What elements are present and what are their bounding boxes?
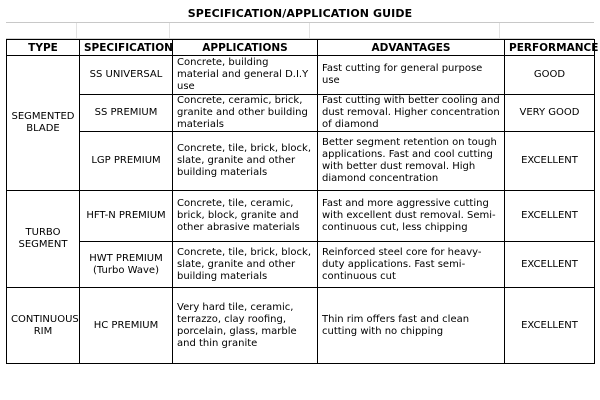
applications-cell: Concrete, building material and general D.I.Y use [173,56,318,95]
spec-guide-sheet [6,6,599,396]
table-row [7,191,595,242]
performance-cell: EXCELLENT [505,132,595,191]
spec-cell: HC PREMIUM [80,288,173,364]
table-row [7,242,595,288]
table-row [7,56,595,95]
spec-cell: SS PREMIUM [80,95,173,132]
spec-table [6,39,599,364]
header-advantages: ADVANTAGES [318,40,505,56]
performance-cell: EXCELLENT [505,288,595,364]
advantages-cell: Fast cutting for general purpose use [318,56,505,95]
type-turbo-segment: TURBO SEGMENT [7,191,80,288]
table-row [7,132,595,191]
spec-cell: HWT PREMIUM (Turbo Wave) [80,242,173,288]
advantages-cell: Better segment retention on tough applications. Fast and cool cutting with better dust removal. High diamond concentration [318,132,505,191]
table-row [7,288,595,364]
spec-cell: LGP PREMIUM [80,132,173,191]
performance-cell: EXCELLENT [505,191,595,242]
spec-cell: HFT-N PREMIUM [80,191,173,242]
advantages-cell: Fast cutting with better cooling and dust removal. Higher concentration of diamond [318,95,505,132]
performance-cell: GOOD [505,56,595,95]
table-row [7,95,595,132]
applications-cell: Concrete, tile, brick, block, slate, granite and other building materials [173,242,318,288]
spacer-row [6,23,594,39]
header-type: TYPE [7,40,80,56]
guide-title: SPECIFICATION/APPLICATION GUIDE [6,6,594,23]
applications-cell: Concrete, tile, brick, block, slate, granite and other building materials [173,132,318,191]
header-performance: PERFORMANCE [505,40,595,56]
advantages-cell: Thin rim offers fast and clean cutting with no chipping [318,288,505,364]
header-row [7,40,595,56]
applications-cell: Very hard tile, ceramic, terrazzo, clay roofing, porcelain, glass, marble and thin granite [173,288,318,364]
spec-cell: SS UNIVERSAL [80,56,173,95]
performance-cell: EXCELLENT [505,242,595,288]
advantages-cell: Fast and more aggressive cutting with excellent dust removal. Semi-continuous cut, less chipping [318,191,505,242]
type-continuous-rim: CONTINUOUS RIM [7,288,80,364]
applications-cell: Concrete, ceramic, brick, granite and other building materials [173,95,318,132]
performance-cell: VERY GOOD [505,95,595,132]
advantages-cell: Reinforced steel core for heavy-duty applications. Fast semi-continuous cut [318,242,505,288]
header-applications: APPLICATIONS [173,40,318,56]
type-segmented-blade: SEGMENTED BLADE [7,56,80,191]
applications-cell: Concrete, tile, ceramic, brick, block, granite and other abrasive materials [173,191,318,242]
header-specification: SPECIFICATION [80,40,173,56]
